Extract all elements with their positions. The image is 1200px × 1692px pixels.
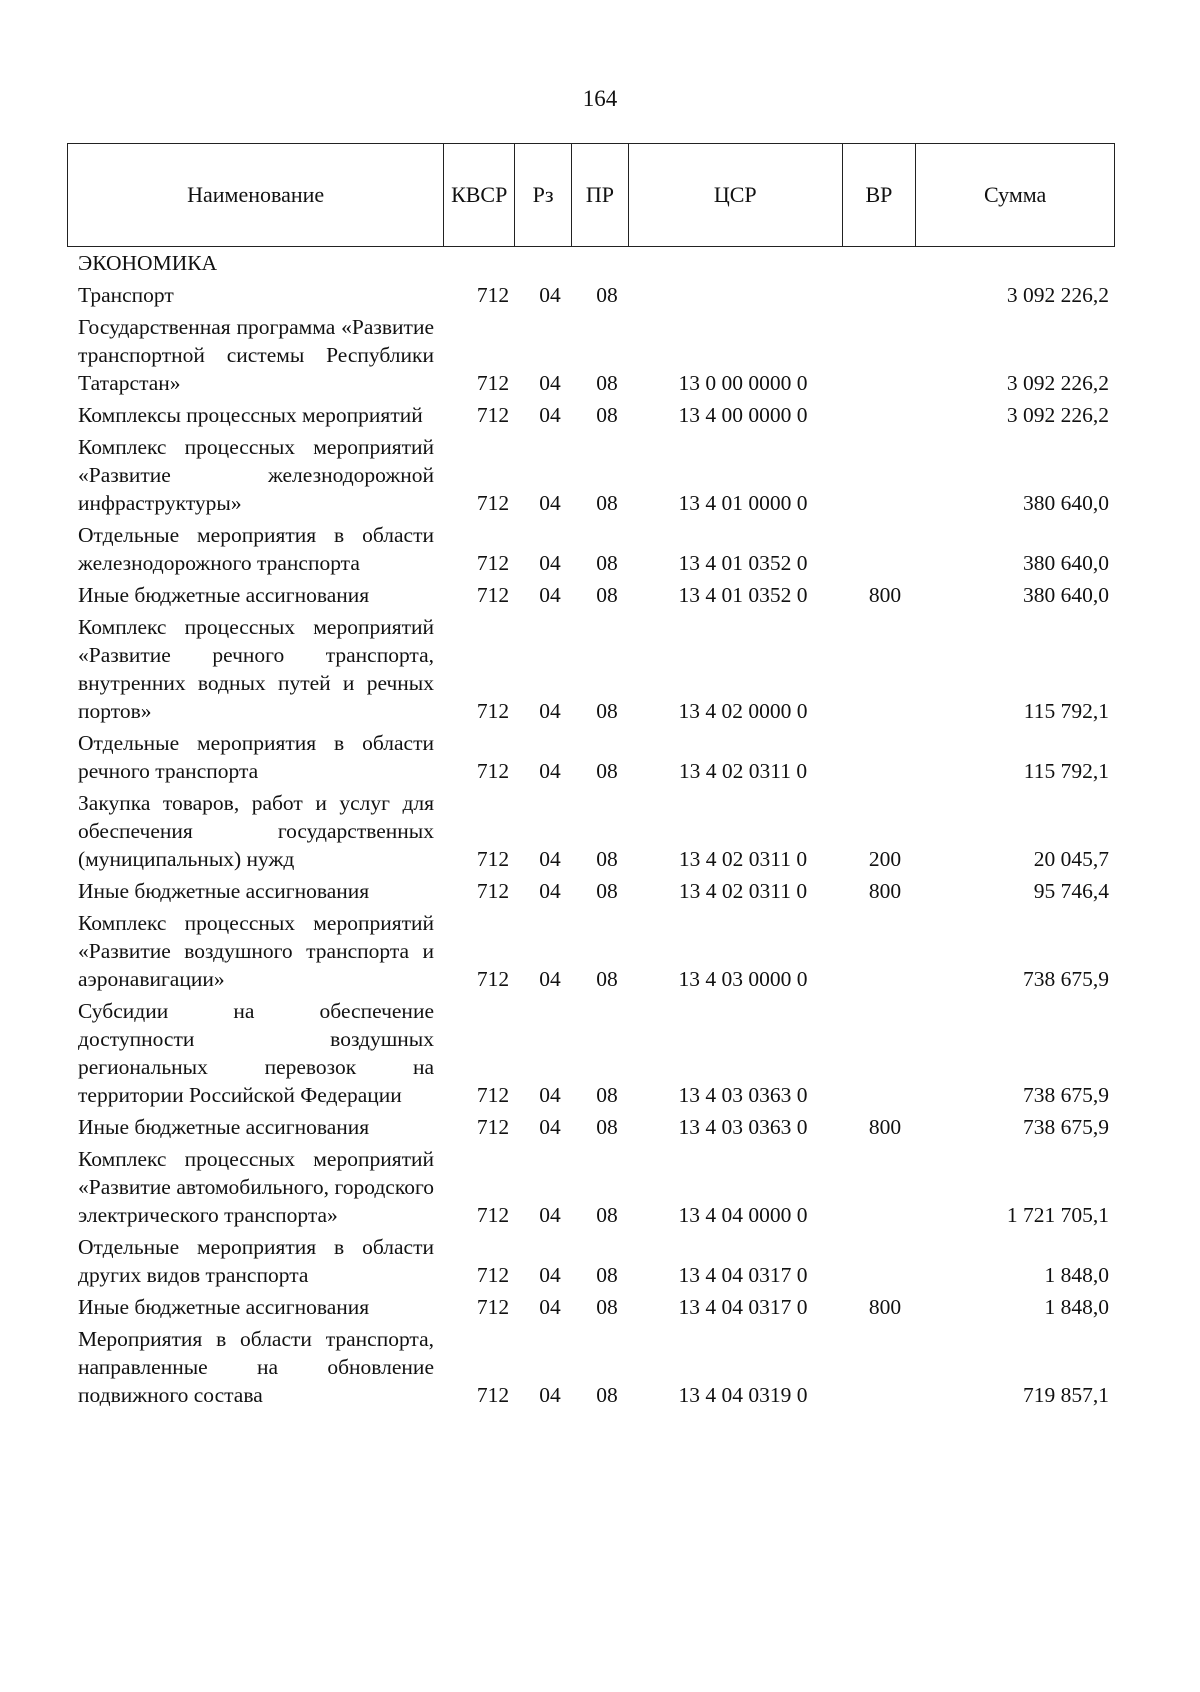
row-pr: 08 bbox=[596, 1383, 618, 1407]
row-pr: 08 bbox=[596, 283, 618, 307]
row-name: Отдельные мероприятия в области железнодорожного транспорта bbox=[78, 523, 434, 575]
table-row bbox=[0, 313, 1200, 397]
row-name: Мероприятия в области транспорта, направленные на обновление подвижного состава bbox=[78, 1327, 434, 1407]
row-csr: 13 4 04 0317 0 bbox=[678, 1295, 808, 1319]
row-name: Комплекс процессных мероприятий «Развитие автомобильного, городского электрического транспорта» bbox=[78, 1147, 434, 1227]
table-row bbox=[0, 613, 1200, 725]
row-kvsr: 712 bbox=[476, 1295, 510, 1319]
row-rz: 04 bbox=[539, 1295, 561, 1319]
row-rz: 04 bbox=[539, 1083, 561, 1107]
row-pr: 08 bbox=[596, 551, 618, 575]
row-csr: 13 4 04 0317 0 bbox=[678, 1263, 808, 1287]
row-vr: 800 bbox=[868, 879, 902, 903]
row-kvsr: 712 bbox=[476, 847, 510, 871]
row-sum: 115 792,1 bbox=[1023, 759, 1109, 783]
row-sum: 1 721 705,1 bbox=[1006, 1203, 1109, 1227]
row-name: Отдельные мероприятия в области речного транспорта bbox=[78, 731, 434, 783]
row-sum: 115 792,1 bbox=[1023, 699, 1109, 723]
row-kvsr: 712 bbox=[476, 583, 510, 607]
row-kvsr: 712 bbox=[476, 1383, 510, 1407]
row-sum: 3 092 226,2 bbox=[1006, 283, 1109, 307]
header-rz: Рз bbox=[515, 144, 572, 246]
row-rz: 04 bbox=[539, 879, 561, 903]
row-rz: 04 bbox=[539, 491, 561, 515]
row-kvsr: 712 bbox=[476, 1263, 510, 1287]
row-rz: 04 bbox=[539, 551, 561, 575]
row-name: Иные бюджетные ассигнования bbox=[78, 583, 370, 607]
row-kvsr: 712 bbox=[476, 1083, 510, 1107]
table-row bbox=[0, 1233, 1200, 1289]
header-csr: ЦСР bbox=[629, 144, 843, 246]
row-pr: 08 bbox=[596, 1203, 618, 1227]
row-name: Отдельные мероприятия в области других видов транспорта bbox=[78, 1235, 434, 1287]
row-sum: 3 092 226,2 bbox=[1006, 371, 1109, 395]
table-body bbox=[0, 249, 1200, 1409]
table-row bbox=[0, 433, 1200, 517]
table-row bbox=[0, 401, 1200, 429]
row-name: Комплекс процессных мероприятий «Развитие железнодорожной инфраструктуры» bbox=[78, 435, 434, 515]
table-header bbox=[67, 143, 1115, 247]
row-sum: 380 640,0 bbox=[1023, 583, 1109, 607]
row-csr: 13 4 01 0000 0 bbox=[678, 491, 808, 515]
row-sum: 20 045,7 bbox=[1033, 847, 1109, 871]
row-csr: 13 4 02 0311 0 bbox=[678, 759, 808, 783]
row-csr: 13 4 03 0363 0 bbox=[678, 1115, 808, 1139]
row-pr: 08 bbox=[596, 491, 618, 515]
row-name: Государственная программа «Развитие транспортной системы Республики Татарстан» bbox=[78, 315, 434, 395]
row-pr: 08 bbox=[596, 403, 618, 427]
row-csr: 13 4 02 0000 0 bbox=[678, 699, 808, 723]
row-csr: 13 4 01 0352 0 bbox=[678, 551, 808, 575]
row-kvsr: 712 bbox=[476, 699, 510, 723]
row-name: Иные бюджетные ассигнования bbox=[78, 1295, 370, 1319]
row-rz: 04 bbox=[539, 583, 561, 607]
row-name: Закупка товаров, работ и услуг для обеспечения государственных (муниципальных) нужд bbox=[78, 791, 434, 871]
table-row bbox=[0, 729, 1200, 785]
row-sum: 738 675,9 bbox=[1023, 967, 1109, 991]
row-vr: 200 bbox=[868, 847, 902, 871]
header-sum: Сумма bbox=[984, 182, 1047, 207]
table-row bbox=[0, 909, 1200, 993]
row-csr: 13 4 01 0352 0 bbox=[678, 583, 808, 607]
row-name: Комплекс процессных мероприятий «Развитие воздушного транспорта и аэронавигации» bbox=[78, 911, 434, 991]
table-row bbox=[0, 249, 1200, 277]
row-name: Комплексы процессных мероприятий bbox=[78, 403, 423, 427]
table-row bbox=[0, 1293, 1200, 1321]
row-kvsr: 712 bbox=[476, 283, 510, 307]
row-rz: 04 bbox=[539, 371, 561, 395]
table-row bbox=[0, 877, 1200, 905]
row-sum: 1 848,0 bbox=[1044, 1295, 1109, 1319]
row-pr: 08 bbox=[596, 1083, 618, 1107]
row-csr: 13 4 00 0000 0 bbox=[678, 403, 808, 427]
row-name: Иные бюджетные ассигнования bbox=[78, 879, 370, 903]
table-row bbox=[0, 997, 1200, 1109]
row-rz: 04 bbox=[539, 699, 561, 723]
row-sum: 738 675,9 bbox=[1023, 1115, 1109, 1139]
row-csr: 13 0 00 0000 0 bbox=[678, 371, 808, 395]
row-kvsr: 712 bbox=[476, 403, 510, 427]
table-row bbox=[0, 1113, 1200, 1141]
row-csr: 13 4 03 0363 0 bbox=[678, 1083, 808, 1107]
row-sum: 719 857,1 bbox=[1023, 1383, 1109, 1407]
row-sum: 1 848,0 bbox=[1044, 1263, 1109, 1287]
row-kvsr: 712 bbox=[476, 1115, 510, 1139]
header-vr: ВР bbox=[843, 144, 917, 246]
table-row bbox=[0, 1145, 1200, 1229]
row-pr: 08 bbox=[596, 847, 618, 871]
row-csr: 13 4 04 0000 0 bbox=[678, 1203, 808, 1227]
row-vr: 800 bbox=[868, 1115, 902, 1139]
row-rz: 04 bbox=[539, 847, 561, 871]
row-pr: 08 bbox=[596, 371, 618, 395]
row-rz: 04 bbox=[539, 1383, 561, 1407]
table-row bbox=[0, 1325, 1200, 1409]
row-sum: 738 675,9 bbox=[1023, 1083, 1109, 1107]
row-sum: 3 092 226,2 bbox=[1006, 403, 1109, 427]
row-kvsr: 712 bbox=[476, 551, 510, 575]
row-csr: 13 4 02 0311 0 bbox=[678, 879, 808, 903]
page-number: 164 bbox=[582, 86, 618, 111]
row-sum: 380 640,0 bbox=[1023, 491, 1109, 515]
row-name: Иные бюджетные ассигнования bbox=[78, 1115, 370, 1139]
row-pr: 08 bbox=[596, 583, 618, 607]
row-pr: 08 bbox=[596, 1263, 618, 1287]
row-sum: 95 746,4 bbox=[1033, 879, 1109, 903]
row-pr: 08 bbox=[596, 759, 618, 783]
row-kvsr: 712 bbox=[476, 371, 510, 395]
table-row bbox=[0, 581, 1200, 609]
row-rz: 04 bbox=[539, 967, 561, 991]
row-rz: 04 bbox=[539, 759, 561, 783]
row-rz: 04 bbox=[539, 1263, 561, 1287]
row-csr: 13 4 04 0319 0 bbox=[678, 1383, 808, 1407]
row-name: ЭКОНОМИКА bbox=[78, 251, 218, 275]
row-kvsr: 712 bbox=[476, 759, 510, 783]
row-pr: 08 bbox=[596, 967, 618, 991]
row-rz: 04 bbox=[539, 1203, 561, 1227]
table-row bbox=[0, 789, 1200, 873]
row-name: Субсидии на обеспечение доступности воздушных региональных перевозок на территории Российской Федерации bbox=[78, 999, 434, 1107]
table-row bbox=[0, 521, 1200, 577]
row-csr: 13 4 03 0000 0 bbox=[678, 967, 808, 991]
row-pr: 08 bbox=[596, 1295, 618, 1319]
row-csr: 13 4 02 0311 0 bbox=[678, 847, 808, 871]
row-pr: 08 bbox=[596, 699, 618, 723]
row-kvsr: 712 bbox=[476, 491, 510, 515]
row-rz: 04 bbox=[539, 1115, 561, 1139]
row-vr: 800 bbox=[868, 583, 902, 607]
table-row bbox=[0, 281, 1200, 309]
header-kvsr: КВСР bbox=[444, 144, 515, 246]
row-pr: 08 bbox=[596, 879, 618, 903]
row-kvsr: 712 bbox=[476, 967, 510, 991]
row-sum: 380 640,0 bbox=[1023, 551, 1109, 575]
row-kvsr: 712 bbox=[476, 879, 510, 903]
header-name: Наименование bbox=[68, 144, 444, 246]
row-name: Комплекс процессных мероприятий «Развитие речного транспорта, внутренних водных путей и речных портов» bbox=[78, 615, 434, 723]
row-pr: 08 bbox=[596, 1115, 618, 1139]
row-kvsr: 712 bbox=[476, 1203, 510, 1227]
row-rz: 04 bbox=[539, 403, 561, 427]
row-rz: 04 bbox=[539, 283, 561, 307]
header-pr: ПР bbox=[572, 144, 629, 246]
row-name: Транспорт bbox=[78, 283, 174, 307]
row-vr: 800 bbox=[868, 1295, 902, 1319]
